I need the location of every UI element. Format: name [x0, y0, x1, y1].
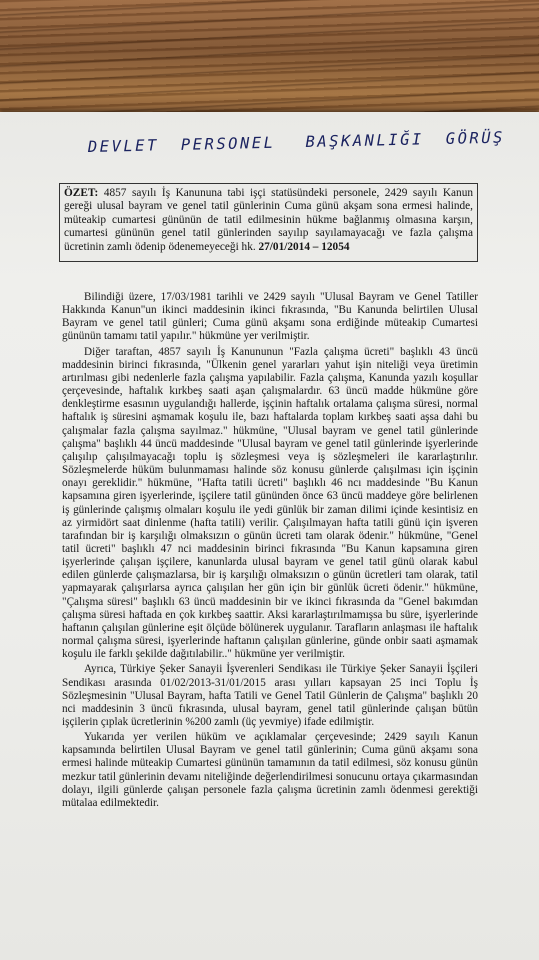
wood-grain — [0, 0, 539, 125]
heading-word-gorus: GÖRÜŞ — [445, 128, 506, 148]
heading-word-devlet: DEVLET — [87, 136, 160, 156]
summary-text: 4857 sayılı İş Kanununa tabi işçi statüsündeki personele, 2429 sayılı Kanun gereği ulusal bayram ve genel tatil günlerinin Cuma günü akşam sona ermesi halinde, müteakip cumartesi gününün de tatil edilmesinin hükme bağlanmış olmasına karşın, cumartesi gününün genel tatil günlerinden sayılıp sayılamayacağı ve fazla çalışma ücretinin zamlı ödenip ödenemeyeceği hk. — [64, 187, 473, 253]
document-body — [62, 291, 478, 812]
paragraph-3: Ayrıca, Türkiye Şeker Sanayii İşverenleri Sendikası ile Türkiye Şeker Sanayii İşçileri Sendikası arasında 01/02/2013-31/01/2015 arası yılları kapsayan 25 inci Toplu İş Sözleşmesinin "Ulusal Bayram, hafta Tatili ve Genel Tatil Günlerin de Çalışma" başlıklı 20 nci maddesinin 3 üncü fıkrasında, ulusal bayram, genel tatil günlerinde çalışan bütün işçilerin çıplak ücretlerinin %200 zamlı (üç yevmiye) ifade edilmiştir. — [62, 663, 478, 728]
summary-label: ÖZET: — [64, 187, 99, 199]
paragraph-1: Bilindiği üzere, 17/03/1981 tarihli ve 2429 sayılı "Ulusal Bayram ve Genel Tatiller Hakkında Kanun"un ikinci maddesinin ikinci fıkrasında, "Bu Kanunda belirtilen Ulusal Bayram ve genel tatil günleri; Cuma günü akşamı sona erdiğinde müteakip Cumartesi gününün tamamı tatil yapılır." hükmüne yer verilmiştir. — [62, 291, 478, 343]
heading-word-personel: PERSONEL — [180, 133, 276, 154]
paragraph-2: Diğer taraftan, 4857 sayılı İş Kanununun "Fazla çalışma ücreti" başlıklı 43 üncü maddesinin birinci fıkrasında, "Ülkenin genel yararları yahut işin niteliği veya üretimin artırılması gibi nedenlerle fazla çalışma yapılabilir. Fazla çalışma, Kanunda yazılı koşullar çerçevesinde, haftalık kırkbeş saati aşan çalışmalardır. 63 üncü madde hükmüne göre denkleştirme esasının uygulandığı hallerde, işçinin haftalık ortalama çalışma süresi, normal haftalık iş süresini aşmamak koşulu ile, bazı haftalarda toplam kırkbeş saati aşsa dahi bu çalışmalar fazla çalışma sayılmaz." hükmüne, "Ulusal bayram ve genel tatil günlerinde çalışma" başlıklı 44 üncü maddesinde "Ulusal bayram ve genel tatil günlerinde işyerlerinde çalışılıp çalışılmayacağı toplu iş sözleşmesi veya iş sözleşmeleri ile kararlaştırılır. Sözleşmelerde hüküm bulunmaması halinde söz konusu günlerde çalışılması için işçinin onayı gereklidir." hükmüne, "Hafta tatili ücreti" başlıklı 46 ncı maddesinde "Bu Kanun kapsamına giren işyerlerinde, işçilere tatil gününden önce 63 üncü maddeye göre belirlenen iş günlerinde çalışmış olmaları koşulu ile yedi günlük bir zaman dilimi içinde kesintisiz en az yirmidört saat dinlenme (hafta tatili) verilir. Çalışılmayan hafta tatili günü için işveren tarafından bir iş karşılığı olmaksızın o günün ücreti tam olarak ödenir." hükmüne, "Genel tatil ücreti" başlıklı 47 nci maddesinin birinci fıkrasında "Bu Kanun kapsamına giren işyerlerinde çalışan işçilere, kanunlarda ulusal bayram ve genel tatil günü olarak kabul edilen günlerde çalışmazlarsa, bir iş karşılığı olmaksızın o günün ücretleri tam olarak, tatil yapmayarak çalışırlarsa ayrıca çalışılan her gün için bir günlük ücreti ödenir." hükmüne, "Çalışma süresi" başlıklı 63 üncü maddesinin bir ve ikinci fıkrasında da "Genel bakımdan çalışma süresi haftada en çok kırkbeş saattir. Aksi kararlaştırılmamışsa bu süre, işyerlerinde haftanın çalışılan günlerine eşit ölçüde bölünerek uygulanır. Tarafların anlaşması ile haftalık normal çalışma süresi, işyerlerinde haftanın çalışılan günlerine, günde onbir saati aşmamak koşulu ile farklı şekilde dağıtılabilir.." hükmüne yer verilmiştir. — [62, 345, 478, 661]
summary-box — [59, 183, 478, 262]
paragraph-4: Yukarıda yer verilen hüküm ve açıklamalar çerçevesinde; 2429 sayılı Kanun kapsamında belirtilen Ulusal Bayram ve genel tatil günlerinin; Cuma günü akşamı sona ermesi halinde müteakip Cumartesi gününün tamamının da tatil edilmesi, söz konusu günün mezkur tatil günlerinin devamı niteliğinde değerlendirilmesi sonucunu ortaya çıkarmasından dolayı, ilgili günlerde çalışan personele fazla çalışma ücretinin zamlı ödenmesi gerektiği mütalaa edilmektedir. — [62, 731, 478, 809]
summary-reference: 27/01/2014 – 12054 — [258, 240, 350, 253]
heading-word-baskanligi: BAŞKANLIĞI — [305, 130, 424, 152]
